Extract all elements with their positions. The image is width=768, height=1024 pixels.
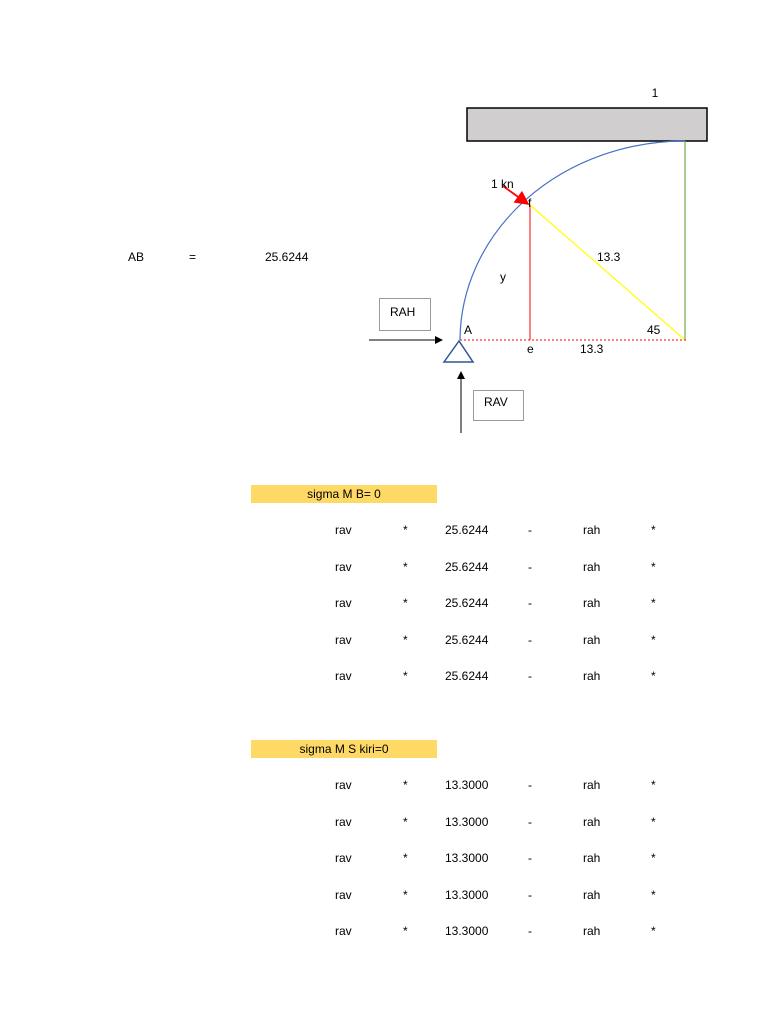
section1-header: sigma M B= 0: [251, 485, 437, 503]
minus-symbol: -: [528, 596, 532, 610]
table-row: [0, 596, 768, 612]
point-e-label: e: [527, 342, 534, 356]
minus-symbol: -: [528, 814, 532, 829]
rah-cell: rah: [583, 814, 601, 829]
minus-symbol: -: [528, 559, 532, 574]
table-row: [0, 778, 768, 794]
rav-cell: rav: [335, 632, 352, 647]
multiply-symbol: *: [403, 814, 408, 829]
value-cell: 25.6244: [445, 596, 489, 610]
multiply-symbol: *: [651, 924, 656, 938]
multiply-symbol: *: [651, 814, 656, 829]
diag-length-label: 13.3: [597, 250, 621, 264]
multiply-symbol: *: [651, 851, 656, 865]
rav-label: RAV: [484, 395, 508, 409]
rah-cell: rah: [583, 632, 601, 647]
value-cell: 25.6244: [445, 559, 489, 574]
rah-cell: rah: [583, 559, 601, 574]
table-row: [0, 560, 768, 576]
table-row: [0, 815, 768, 831]
rav-cell: rav: [335, 559, 352, 574]
rah-cell: rah: [583, 669, 601, 683]
minus-symbol: -: [528, 887, 532, 902]
value-cell: 13.3000: [445, 924, 489, 938]
rah-cell: rah: [583, 596, 601, 610]
multiply-symbol: *: [403, 778, 408, 792]
minus-symbol: -: [528, 851, 532, 865]
multiply-symbol: *: [403, 924, 408, 938]
multiply-symbol: *: [651, 632, 656, 647]
table-row: [0, 851, 768, 867]
ab-value: 25.6244: [265, 250, 309, 264]
rav-cell: rav: [335, 887, 352, 902]
rah-cell: rah: [583, 778, 601, 792]
beam-top-label: 1: [651, 86, 659, 100]
value-cell: 25.6244: [445, 669, 489, 683]
rav-cell: rav: [335, 778, 352, 792]
pin-support: [444, 341, 473, 362]
rav-cell: rav: [335, 523, 352, 537]
multiply-symbol: *: [403, 559, 408, 574]
rah-box: [379, 298, 431, 331]
rah-cell: rah: [583, 523, 601, 537]
load-label: 1 kn: [491, 177, 514, 191]
value-cell: 25.6244: [445, 523, 489, 537]
value-cell: 13.3000: [445, 778, 489, 792]
ab-label: AB: [128, 250, 145, 264]
multiply-symbol: *: [651, 669, 656, 683]
rav-cell: rav: [335, 924, 352, 938]
rah-cell: rah: [583, 851, 601, 865]
point-a-label: A: [464, 323, 473, 337]
angle-label: 45: [647, 323, 661, 337]
multiply-symbol: *: [651, 887, 656, 902]
value-cell: 13.3000: [445, 887, 489, 902]
table-row: [0, 669, 768, 685]
multiply-symbol: *: [651, 559, 656, 574]
multiply-symbol: *: [403, 596, 408, 610]
rav-cell: rav: [335, 851, 352, 865]
multiply-symbol: *: [651, 778, 656, 792]
multiply-symbol: *: [403, 632, 408, 647]
radius-line: [530, 205, 685, 340]
multiply-symbol: *: [651, 596, 656, 610]
table-row: [0, 888, 768, 904]
multiply-symbol: *: [403, 523, 408, 537]
minus-symbol: -: [528, 632, 532, 647]
value-cell: 25.6244: [445, 632, 489, 647]
rav-box: [473, 390, 524, 421]
rah-label: RAH: [390, 305, 416, 319]
point-y-label: y: [500, 270, 506, 284]
rav-cell: rav: [335, 596, 352, 610]
table-row: [0, 924, 768, 940]
beam: [467, 108, 707, 141]
minus-symbol: -: [528, 669, 532, 683]
base-length-label: 13.3: [580, 342, 604, 356]
section2-header: sigma M S kiri=0: [251, 740, 437, 758]
arch-diagram: [0, 0, 768, 440]
value-cell: 13.3000: [445, 851, 489, 865]
multiply-symbol: *: [651, 523, 656, 537]
minus-symbol: -: [528, 523, 532, 537]
minus-symbol: -: [528, 778, 532, 792]
multiply-symbol: *: [403, 851, 408, 865]
table-row: [0, 523, 768, 539]
minus-symbol: -: [528, 924, 532, 938]
ab-equals: =: [189, 250, 197, 264]
rav-cell: rav: [335, 814, 352, 829]
value-cell: 13.3000: [445, 814, 489, 829]
point-f-label: f: [528, 196, 532, 210]
rav-cell: rav: [335, 669, 352, 683]
multiply-symbol: *: [403, 669, 408, 683]
rah-cell: rah: [583, 924, 601, 938]
multiply-symbol: *: [403, 887, 408, 902]
rah-cell: rah: [583, 887, 601, 902]
table-row: [0, 633, 768, 649]
